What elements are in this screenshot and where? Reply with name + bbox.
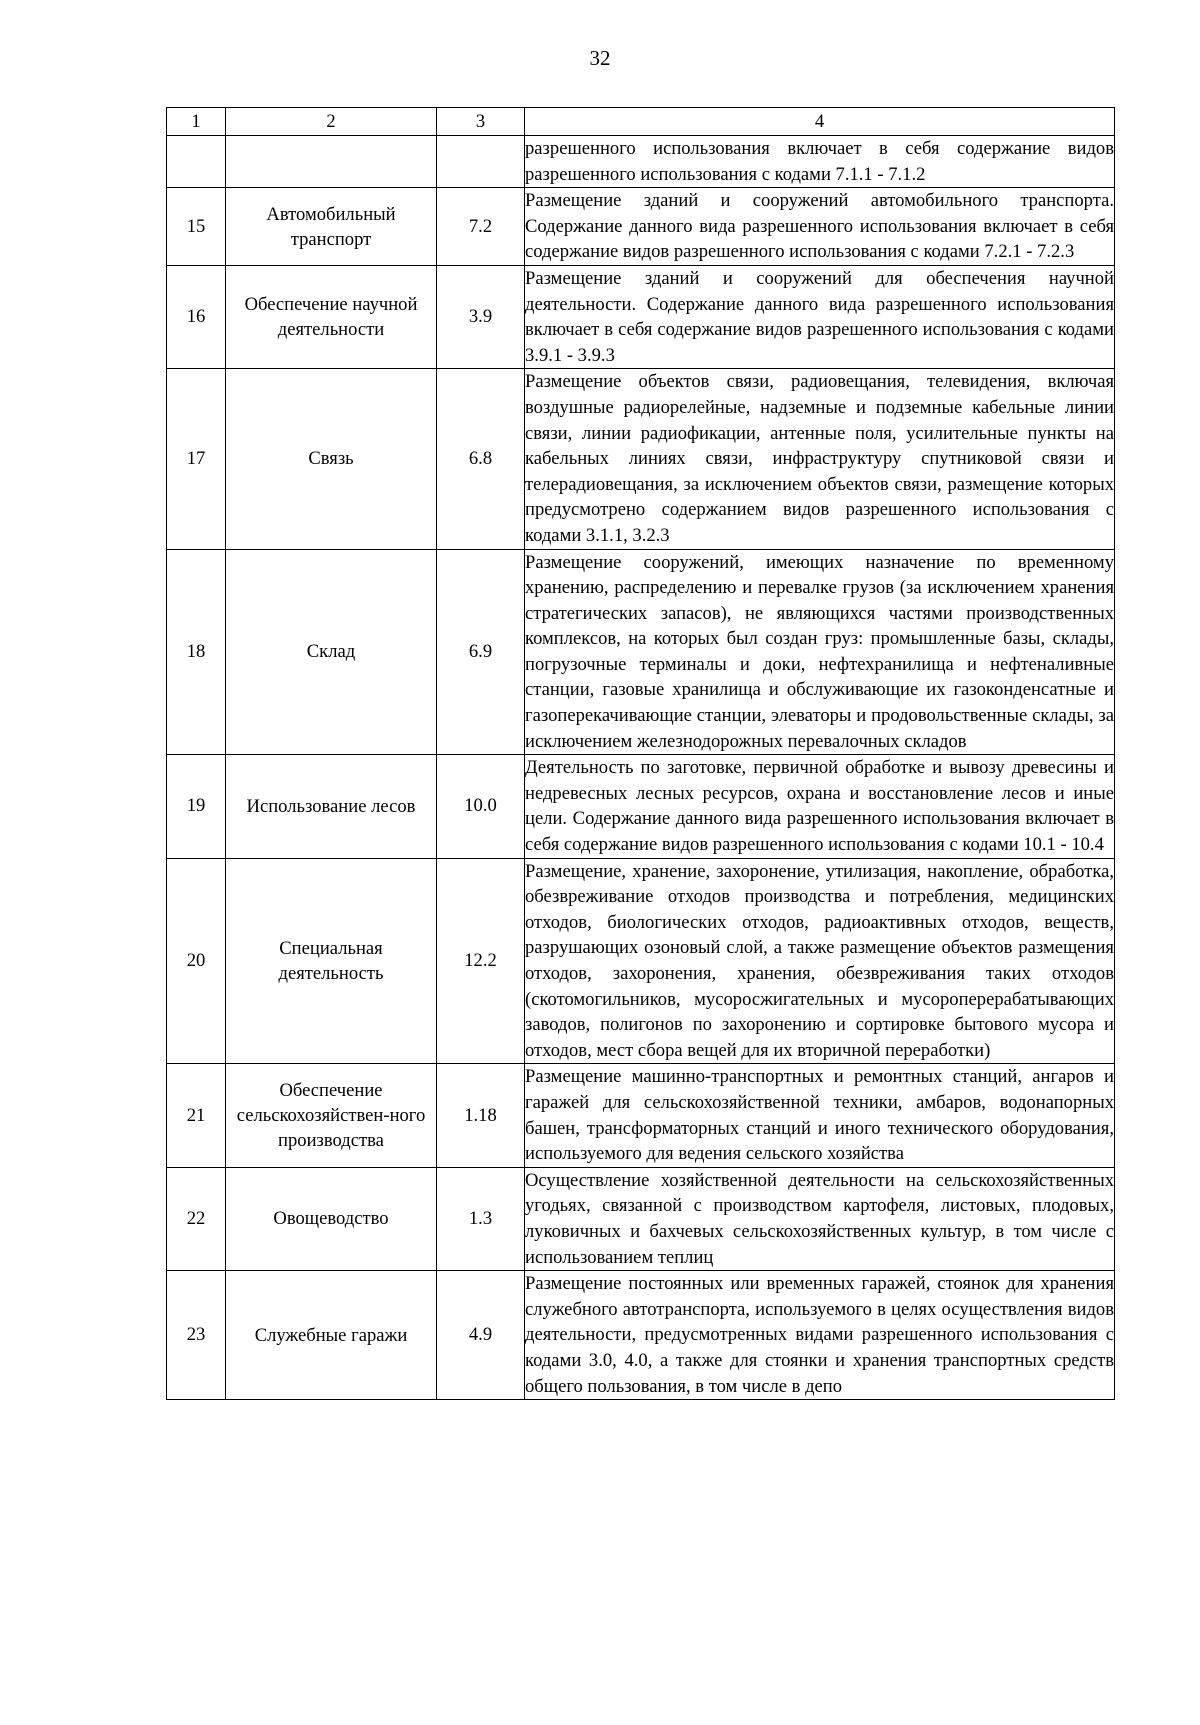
use-type-code: 1.18 <box>437 1064 525 1167</box>
use-type-code <box>437 136 525 188</box>
row-number: 16 <box>167 265 226 368</box>
use-type-description: Размещение машинно-транспортных и ремонтных станций, ангаров и гаражей для сельскохозяйственной техники, амбаров, водонапорных башен, трансформаторных станций и иного технического оборудования, используемого для ведения сельского хозяйства <box>525 1064 1115 1167</box>
use-type-description: Размещение, хранение, захоронение, утилизация, накопление, обработка, обезвреживание отходов производства и потребления, медицинских отходов, биологических отходов, радиоактивных отходов, веществ, разрушающих озоновый слой, а также размещение объектов размещения отходов, захоронения, хранения, обезвреживания таких отходов (скотомогильников, мусоросжигательных и мусороперерабатывающих заводов, полигонов по захоронению и сортировке бытового мусора и отходов, мест сбора вещей для их вторичной переработки) <box>525 858 1115 1064</box>
use-type-name: Автомобильный транспорт <box>226 188 437 266</box>
row-number: 20 <box>167 858 226 1064</box>
table-row <box>167 858 1115 1064</box>
header-col-1: 1 <box>167 108 226 136</box>
use-type-code: 4.9 <box>437 1271 525 1400</box>
table-row <box>167 549 1115 755</box>
land-use-table <box>166 107 1115 1400</box>
use-type-description: разрешенного использования включает в себя содержание видов разрешенного использования с кодами 7.1.1 - 7.1.2 <box>525 136 1115 188</box>
use-type-name: Служебные гаражи <box>226 1271 437 1400</box>
use-type-name: Обеспечение сельскохозяйствен-ного производства <box>226 1064 437 1167</box>
row-number <box>167 136 226 188</box>
row-number: 19 <box>167 755 226 858</box>
use-type-description: Размещение зданий и сооружений для обеспечения научной деятельности. Содержание данного вида разрешенного использования включает в себя содержание видов разрешенного использования с кодами 3.9.1 - 3.9.3 <box>525 265 1115 368</box>
use-type-code: 10.0 <box>437 755 525 858</box>
use-type-name: Использование лесов <box>226 755 437 858</box>
use-type-name: Склад <box>226 549 437 755</box>
use-type-code: 6.8 <box>437 369 525 549</box>
table-row <box>167 136 1115 188</box>
use-type-description: Осуществление хозяйственной деятельности на сельскохозяйственных угодьях, связанной с производством картофеля, листовых, плодовых, луковичных и бахчевых сельскохозяйственных культур, в том числе с использованием теплиц <box>525 1167 1115 1270</box>
table-row <box>167 188 1115 266</box>
use-type-description: Размещение сооружений, имеющих назначение по временному хранению, распределению и перевалке грузов (за исключением хранения стратегических запасов), не являющихся частями производственных комплексов, на которых был создан груз: промышленные базы, склады, погрузочные терминалы и доки, нефтехранилища и нефтеналивные станции, газовые хранилища и обслуживающие их газоконденсатные и газоперекачивающие станции, элеваторы и продовольственные склады, за исключением железнодорожных перевалочных складов <box>525 549 1115 755</box>
use-type-description: Деятельность по заготовке, первичной обработке и вывозу древесины и недревесных лесных ресурсов, охрана и восстановление лесов и иные цели. Содержание данного вида разрешенного использования включает в себя содержание видов разрешенного использования с кодами 10.1 - 10.4 <box>525 755 1115 858</box>
table-row <box>167 1271 1115 1400</box>
header-col-3: 3 <box>437 108 525 136</box>
table-row <box>167 369 1115 549</box>
header-col-2: 2 <box>226 108 437 136</box>
use-type-name: Связь <box>226 369 437 549</box>
table-row <box>167 755 1115 858</box>
use-type-name: Обеспечение научной деятельности <box>226 265 437 368</box>
use-type-name: Специальная деятельность <box>226 858 437 1064</box>
row-number: 17 <box>167 369 226 549</box>
use-type-code: 6.9 <box>437 549 525 755</box>
page-number: 32 <box>589 46 611 70</box>
table-row <box>167 1064 1115 1167</box>
row-number: 23 <box>167 1271 226 1400</box>
table-row <box>167 265 1115 368</box>
use-type-code: 3.9 <box>437 265 525 368</box>
row-number: 15 <box>167 188 226 266</box>
header-col-4: 4 <box>525 108 1115 136</box>
use-type-description: Размещение зданий и сооружений автомобильного транспорта. Содержание данного вида разрешенного использования включает в себя содержание видов разрешенного использования с кодами 7.2.1 - 7.2.3 <box>525 188 1115 266</box>
use-type-code: 12.2 <box>437 858 525 1064</box>
use-type-name: Овощеводство <box>226 1167 437 1270</box>
row-number: 22 <box>167 1167 226 1270</box>
row-number: 18 <box>167 549 226 755</box>
use-type-code: 1.3 <box>437 1167 525 1270</box>
table-header-row <box>167 108 1115 136</box>
row-number: 21 <box>167 1064 226 1167</box>
table-row <box>167 1167 1115 1270</box>
use-type-description: Размещение постоянных или временных гаражей, стоянок для хранения служебного автотранспорта, используемого в целях осуществления видов деятельности, предусмотренных видами разрешенного использования с кодами 3.0, 4.0, а также для стоянки и хранения транспортных средств общего пользования, в том числе в депо <box>525 1271 1115 1400</box>
use-type-name <box>226 136 437 188</box>
use-type-code: 7.2 <box>437 188 525 266</box>
use-type-description: Размещение объектов связи, радиовещания, телевидения, включая воздушные радиорелейные, надземные и подземные кабельные линии связи, линии радиофикации, антенные поля, усилительные пункты на кабельных линиях связи, инфраструктуру спутниковой связи и телерадиовещания, за исключением объектов связи, размещение которых предусмотрено содержанием видов разрешенного использования с кодами 3.1.1, 3.2.3 <box>525 369 1115 549</box>
